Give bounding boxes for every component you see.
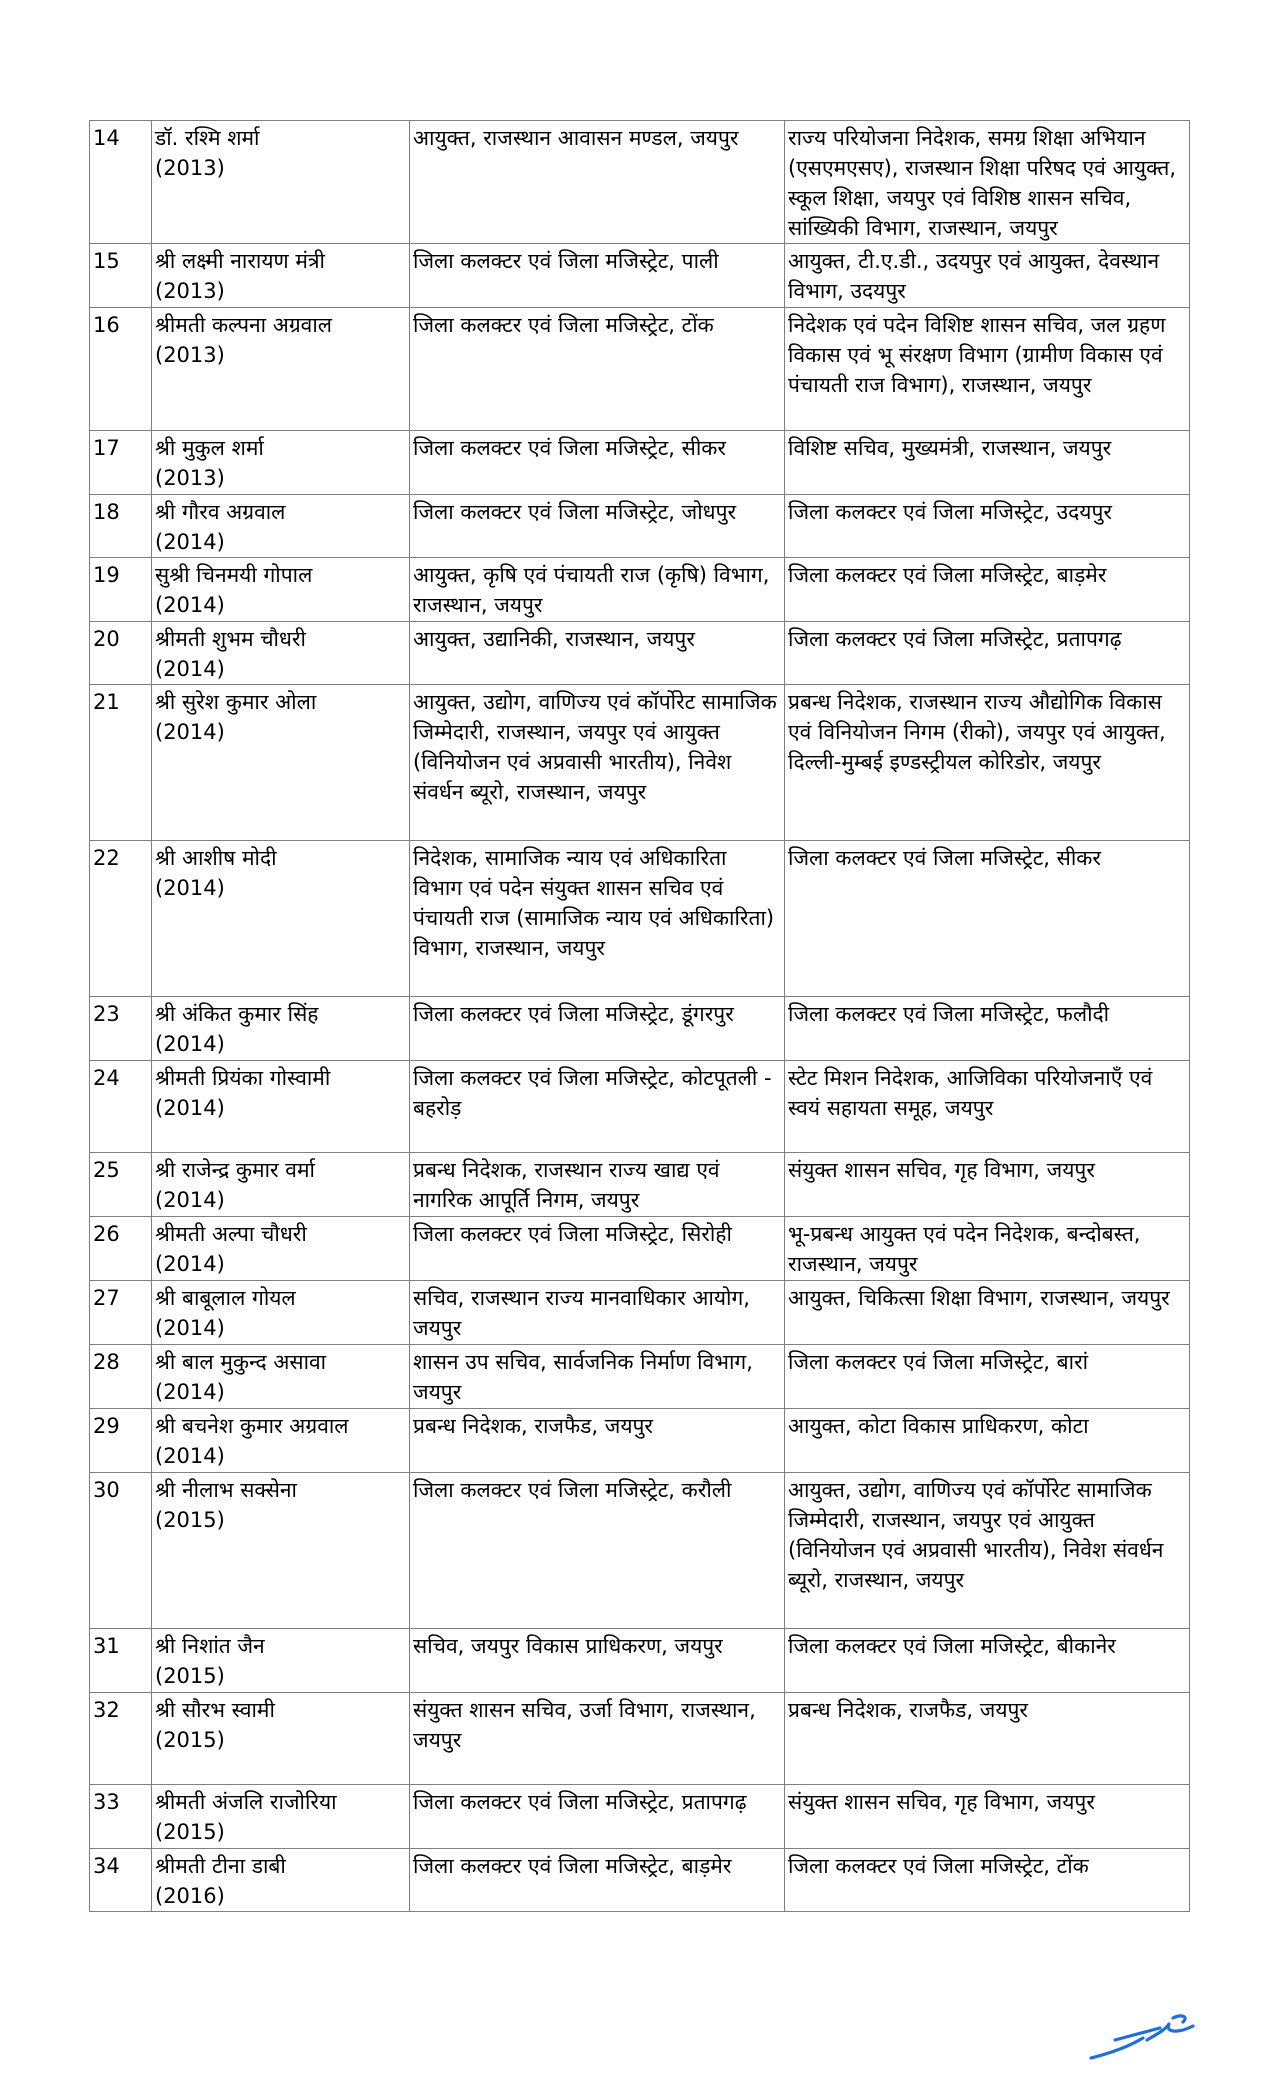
batch-year: (2014) <box>155 1096 225 1120</box>
serial-number: 33 <box>90 1785 152 1849</box>
officer-name: श्री बाल मुकुन्द असावा <box>155 1350 327 1374</box>
batch-year: (2014) <box>155 593 225 617</box>
current-post: जिला कलक्टर एवं जिला मजिस्ट्रेट, कोटपूतली - बहरोड़ <box>410 1061 785 1153</box>
serial-number: 22 <box>90 841 152 997</box>
officer-cell <box>152 622 410 685</box>
new-post: स्टेट मिशन निदेशक, आजिविका परियोजनाएँ एवं स्वयं सहायता समूह, जयपुर <box>785 1061 1190 1153</box>
serial-number: 24 <box>90 1061 152 1153</box>
current-post: सचिव, राजस्थान राज्य मानवाधिकार आयोग, जयपुर <box>410 1281 785 1345</box>
current-post: जिला कलक्टर एवं जिला मजिस्ट्रेट, डूंगरपुर <box>410 997 785 1061</box>
new-post: जिला कलक्टर एवं जिला मजिस्ट्रेट, उदयपुर <box>785 495 1190 558</box>
batch-year: (2014) <box>155 1252 225 1276</box>
new-post: प्रबन्ध निदेशक, राजस्थान राज्य औद्योगिक विकास एवं विनियोजन निगम (रीको), जयपुर एवं आयुक्त, दिल्ली-मुम्बई इण्डस्ट्रीयल कोरिडोर, जयपुर <box>785 685 1190 841</box>
officer-name: श्रीमती अंजलि राजोरिया <box>155 1790 337 1814</box>
officer-cell <box>152 997 410 1061</box>
current-post: आयुक्त, कृषि एवं पंचायती राज (कृषि) विभाग, राजस्थान, जयपुर <box>410 558 785 622</box>
table-row <box>90 431 1190 495</box>
serial-number: 30 <box>90 1473 152 1629</box>
officer-name: श्री मुकुल शर्मा <box>155 436 264 460</box>
current-post: जिला कलक्टर एवं जिला मजिस्ट्रेट, जोधपुर <box>410 495 785 558</box>
new-post: आयुक्त, चिकित्सा शिक्षा विभाग, राजस्थान, जयपुर <box>785 1281 1190 1345</box>
table-row <box>90 685 1190 841</box>
officer-cell <box>152 121 410 244</box>
officer-cell <box>152 1217 410 1281</box>
current-post: प्रबन्ध निदेशक, राजफैड, जयपुर <box>410 1409 785 1473</box>
officer-cell <box>152 431 410 495</box>
serial-number: 34 <box>90 1849 152 1912</box>
batch-year: (2014) <box>155 657 225 681</box>
serial-number: 18 <box>90 495 152 558</box>
current-post: संयुक्त शासन सचिव, उर्जा विभाग, राजस्थान, जयपुर <box>410 1693 785 1785</box>
table-row <box>90 1849 1190 1912</box>
batch-year: (2014) <box>155 1032 225 1056</box>
officer-cell <box>152 495 410 558</box>
new-post: जिला कलक्टर एवं जिला मजिस्ट्रेट, सीकर <box>785 841 1190 997</box>
batch-year: (2013) <box>155 343 225 367</box>
current-post: जिला कलक्टर एवं जिला मजिस्ट्रेट, टोंक <box>410 308 785 431</box>
officer-name: श्रीमती टीना डाबी <box>155 1854 286 1878</box>
serial-number: 15 <box>90 244 152 308</box>
new-post: आयुक्त, कोटा विकास प्राधिकरण, कोटा <box>785 1409 1190 1473</box>
officer-name: श्री नीलाभ सक्सेना <box>155 1478 297 1502</box>
officer-cell <box>152 1153 410 1217</box>
new-post: जिला कलक्टर एवं जिला मजिस्ट्रेट, प्रतापगढ़ <box>785 622 1190 685</box>
batch-year: (2014) <box>155 530 225 554</box>
batch-year: (2013) <box>155 279 225 303</box>
officer-name: श्री लक्ष्मी नारायण मंत्री <box>155 249 325 273</box>
serial-number: 14 <box>90 121 152 244</box>
table-row <box>90 622 1190 685</box>
serial-number: 21 <box>90 685 152 841</box>
officer-name: सुश्री चिनमयी गोपाल <box>155 563 313 587</box>
table-row <box>90 1153 1190 1217</box>
new-post: संयुक्त शासन सचिव, गृह विभाग, जयपुर <box>785 1153 1190 1217</box>
batch-year: (2014) <box>155 1188 225 1212</box>
officer-name: श्री बाबूलाल गोयल <box>155 1286 296 1310</box>
signature-icon <box>1085 2010 1200 2065</box>
officer-name: श्रीमती अल्पा चौधरी <box>155 1222 307 1246</box>
officer-name: श्री अंकित कुमार सिंह <box>155 1002 319 1026</box>
new-post: जिला कलक्टर एवं जिला मजिस्ट्रेट, टोंक <box>785 1849 1190 1912</box>
current-post: आयुक्त, उद्यानिकी, राजस्थान, जयपुर <box>410 622 785 685</box>
officer-name: श्रीमती प्रियंका गोस्वामी <box>155 1066 331 1090</box>
table-row <box>90 1281 1190 1345</box>
current-post: आयुक्त, राजस्थान आवासन मण्डल, जयपुर <box>410 121 785 244</box>
table-row <box>90 1785 1190 1849</box>
batch-year: (2014) <box>155 720 225 744</box>
serial-number: 25 <box>90 1153 152 1217</box>
batch-year: (2016) <box>155 1884 225 1908</box>
table-row <box>90 1061 1190 1153</box>
current-post: जिला कलक्टर एवं जिला मजिस्ट्रेट, बाड़मेर <box>410 1849 785 1912</box>
new-post: आयुक्त, उद्योग, वाणिज्य एवं कॉर्पोरेट सामाजिक जिम्मेदारी, राजस्थान, जयपुर एवं आयुक्त (विनियोजन एवं अप्रवासी भारतीय), निवेश संवर्धन ब्यूरो, राजस्थान, जयपुर <box>785 1473 1190 1629</box>
serial-number: 26 <box>90 1217 152 1281</box>
officer-cell <box>152 1061 410 1153</box>
officer-cell <box>152 1785 410 1849</box>
serial-number: 29 <box>90 1409 152 1473</box>
officer-name: श्री राजेन्द्र कुमार वर्मा <box>155 1158 315 1182</box>
new-post: जिला कलक्टर एवं जिला मजिस्ट्रेट, बारां <box>785 1345 1190 1409</box>
officer-cell <box>152 1629 410 1693</box>
table-row <box>90 1409 1190 1473</box>
batch-year: (2015) <box>155 1728 225 1752</box>
current-post: निदेशक, सामाजिक न्याय एवं अधिकारिता विभाग एवं पदेन संयुक्त शासन सचिव एवं पंचायती राज (सामाजिक न्याय एवं अधिकारिता) विभाग, राजस्थान, जयपुर <box>410 841 785 997</box>
batch-year: (2015) <box>155 1508 225 1532</box>
officer-cell <box>152 558 410 622</box>
serial-number: 27 <box>90 1281 152 1345</box>
current-post: सचिव, जयपुर विकास प्राधिकरण, जयपुर <box>410 1629 785 1693</box>
batch-year: (2015) <box>155 1820 225 1844</box>
serial-number: 32 <box>90 1693 152 1785</box>
new-post: राज्य परियोजना निदेशक, समग्र शिक्षा अभियान (एसएमएसए), राजस्थान शिक्षा परिषद एवं आयुक्त, स्कूल शिक्षा, जयपुर एवं विशिष्ठ शासन सचिव, सांख्यिकी विभाग, राजस्थान, जयपुर <box>785 121 1190 244</box>
officer-cell <box>152 1473 410 1629</box>
officer-cell <box>152 841 410 997</box>
current-post: जिला कलक्टर एवं जिला मजिस्ट्रेट, करौली <box>410 1473 785 1629</box>
new-post: जिला कलक्टर एवं जिला मजिस्ट्रेट, बाड़मेर <box>785 558 1190 622</box>
officer-name: श्रीमती कल्पना अग्रवाल <box>155 313 333 337</box>
new-post: विशिष्ट सचिव, मुख्यमंत्री, राजस्थान, जयपुर <box>785 431 1190 495</box>
current-post: शासन उप सचिव, सार्वजनिक निर्माण विभाग, जयपुर <box>410 1345 785 1409</box>
batch-year: (2015) <box>155 1664 225 1688</box>
serial-number: 17 <box>90 431 152 495</box>
officer-cell <box>152 244 410 308</box>
table-row <box>90 244 1190 308</box>
table-row <box>90 1345 1190 1409</box>
batch-year: (2014) <box>155 1380 225 1404</box>
new-post: जिला कलक्टर एवं जिला मजिस्ट्रेट, फलौदी <box>785 997 1190 1061</box>
batch-year: (2014) <box>155 876 225 900</box>
officer-name: श्री निशांत जैन <box>155 1634 265 1658</box>
current-post: जिला कलक्टर एवं जिला मजिस्ट्रेट, सीकर <box>410 431 785 495</box>
officer-name: श्रीमती शुभम चौधरी <box>155 627 306 651</box>
serial-number: 31 <box>90 1629 152 1693</box>
officer-cell <box>152 1345 410 1409</box>
officer-cell <box>152 685 410 841</box>
current-post: प्रबन्ध निदेशक, राजस्थान राज्य खाद्य एवं नागरिक आपूर्ति निगम, जयपुर <box>410 1153 785 1217</box>
officer-name: श्री गौरव अग्रवाल <box>155 500 286 524</box>
serial-number: 16 <box>90 308 152 431</box>
current-post: जिला कलक्टर एवं जिला मजिस्ट्रेट, प्रतापगढ़ <box>410 1785 785 1849</box>
table-body <box>90 121 1190 1912</box>
table-row <box>90 841 1190 997</box>
new-post: प्रबन्ध निदेशक, राजफैड, जयपुर <box>785 1693 1190 1785</box>
new-post: निदेशक एवं पदेन विशिष्ट शासन सचिव, जल ग्रहण विकास एवं भू संरक्षण विभाग (ग्रामीण विकास एवं पंचायती राज विभाग), राजस्थान, जयपुर <box>785 308 1190 431</box>
officer-cell <box>152 1409 410 1473</box>
serial-number: 19 <box>90 558 152 622</box>
table-row <box>90 495 1190 558</box>
serial-number: 28 <box>90 1345 152 1409</box>
batch-year: (2013) <box>155 466 225 490</box>
serial-number: 23 <box>90 997 152 1061</box>
officer-name: श्री सुरेश कुमार ओला <box>155 690 317 714</box>
batch-year: (2013) <box>155 156 225 180</box>
table-row <box>90 1693 1190 1785</box>
current-post: जिला कलक्टर एवं जिला मजिस्ट्रेट, सिरोही <box>410 1217 785 1281</box>
new-post: संयुक्त शासन सचिव, गृह विभाग, जयपुर <box>785 1785 1190 1849</box>
table-row <box>90 121 1190 244</box>
table-row <box>90 1473 1190 1629</box>
officer-cell <box>152 1281 410 1345</box>
table-row <box>90 997 1190 1061</box>
batch-year: (2014) <box>155 1316 225 1340</box>
officer-cell <box>152 308 410 431</box>
table-row <box>90 558 1190 622</box>
table-row <box>90 1217 1190 1281</box>
batch-year: (2014) <box>155 1444 225 1468</box>
transfer-table <box>89 120 1190 1912</box>
new-post: जिला कलक्टर एवं जिला मजिस्ट्रेट, बीकानेर <box>785 1629 1190 1693</box>
table-row <box>90 308 1190 431</box>
current-post: जिला कलक्टर एवं जिला मजिस्ट्रेट, पाली <box>410 244 785 308</box>
officer-cell <box>152 1849 410 1912</box>
officer-name: श्री बचनेश कुमार अग्रवाल <box>155 1414 349 1438</box>
officer-name: डॉ. रश्मि शर्मा <box>155 126 260 150</box>
officer-name: श्री सौरभ स्वामी <box>155 1698 275 1722</box>
table-row <box>90 1629 1190 1693</box>
officer-cell <box>152 1693 410 1785</box>
officer-name: श्री आशीष मोदी <box>155 846 277 870</box>
new-post: भू-प्रबन्ध आयुक्त एवं पदेन निदेशक, बन्दोबस्त, राजस्थान, जयपुर <box>785 1217 1190 1281</box>
serial-number: 20 <box>90 622 152 685</box>
current-post: आयुक्त, उद्योग, वाणिज्य एवं कॉर्पोरेट सामाजिक जिम्मेदारी, राजस्थान, जयपुर एवं आयुक्त (विनियोजन एवं अप्रवासी भारतीय), निवेश संवर्धन ब्यूरो, राजस्थान, जयपुर <box>410 685 785 841</box>
new-post: आयुक्त, टी.ए.डी., उदयपुर एवं आयुक्त, देवस्थान विभाग, उदयपुर <box>785 244 1190 308</box>
